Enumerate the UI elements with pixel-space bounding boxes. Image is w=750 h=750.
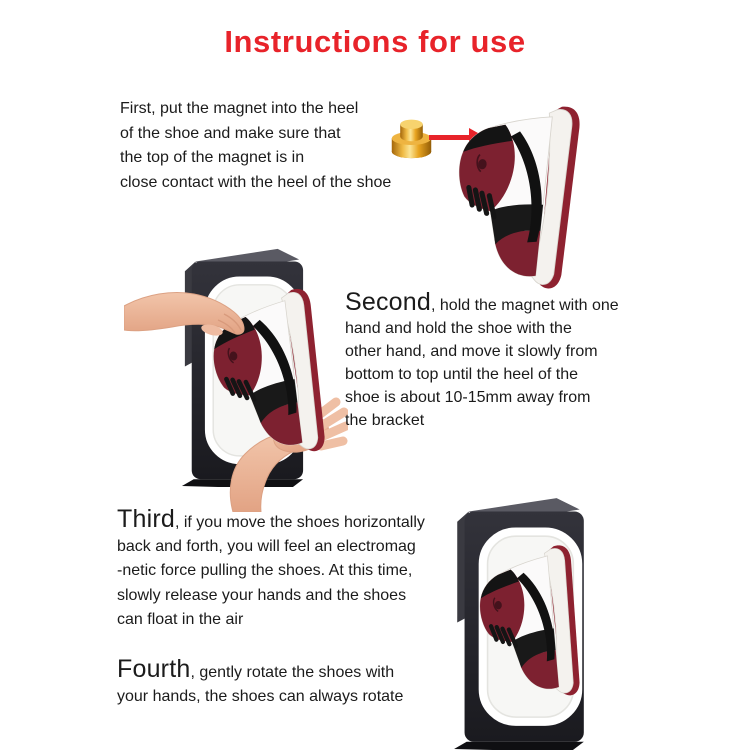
step-third-lead: Third: [117, 505, 175, 533]
text-span: , if you move the shoes horizontally: [174, 514, 425, 531]
text-line: other hand, and move it slowly from: [345, 343, 598, 360]
step-fourth-text: [117, 657, 403, 709]
text-line: the bracket: [345, 412, 425, 429]
sneaker-image-step1: [452, 86, 592, 302]
text-line: [345, 288, 619, 317]
step-first-text: [120, 97, 391, 195]
text-line: of the shoe and make sure that: [120, 124, 341, 142]
text-line: the top of the magnet is in: [120, 149, 305, 166]
text-line: -netic force pulling the shoes. At this time,: [117, 562, 413, 580]
text-span: , hold the magnet with one: [431, 297, 619, 314]
text-line: First, put the magnet into the heel: [120, 100, 359, 117]
text-line: can float in the air: [117, 610, 244, 628]
sneaker-image-step3: [472, 534, 598, 712]
text-line: back and forth, you will feel an electromag: [117, 538, 416, 556]
text-line: hand and hold the shoe with the: [345, 320, 572, 337]
text-line: [117, 507, 425, 535]
text-span: , gently rotate the shoes with: [190, 664, 395, 681]
page-title: Instructions for use: [224, 24, 526, 59]
step-second-lead: Second: [345, 288, 431, 316]
text-line: [117, 657, 403, 685]
hand-holding-image: [124, 286, 250, 352]
text-line: shoe is about 10-15mm away from: [345, 389, 591, 406]
step-third-text: [117, 507, 425, 632]
step-fourth-lead: Fourth: [117, 655, 191, 683]
text-line: slowly release your hands and the shoes: [117, 586, 407, 604]
text-line: bottom to top until the heel of the: [345, 366, 579, 383]
text-line: close contact with the heel of the shoe: [120, 173, 392, 191]
step-second-text: [345, 288, 619, 432]
magnet-icon: [388, 112, 435, 161]
text-line: your hands, the shoes can always rotate: [117, 688, 404, 706]
